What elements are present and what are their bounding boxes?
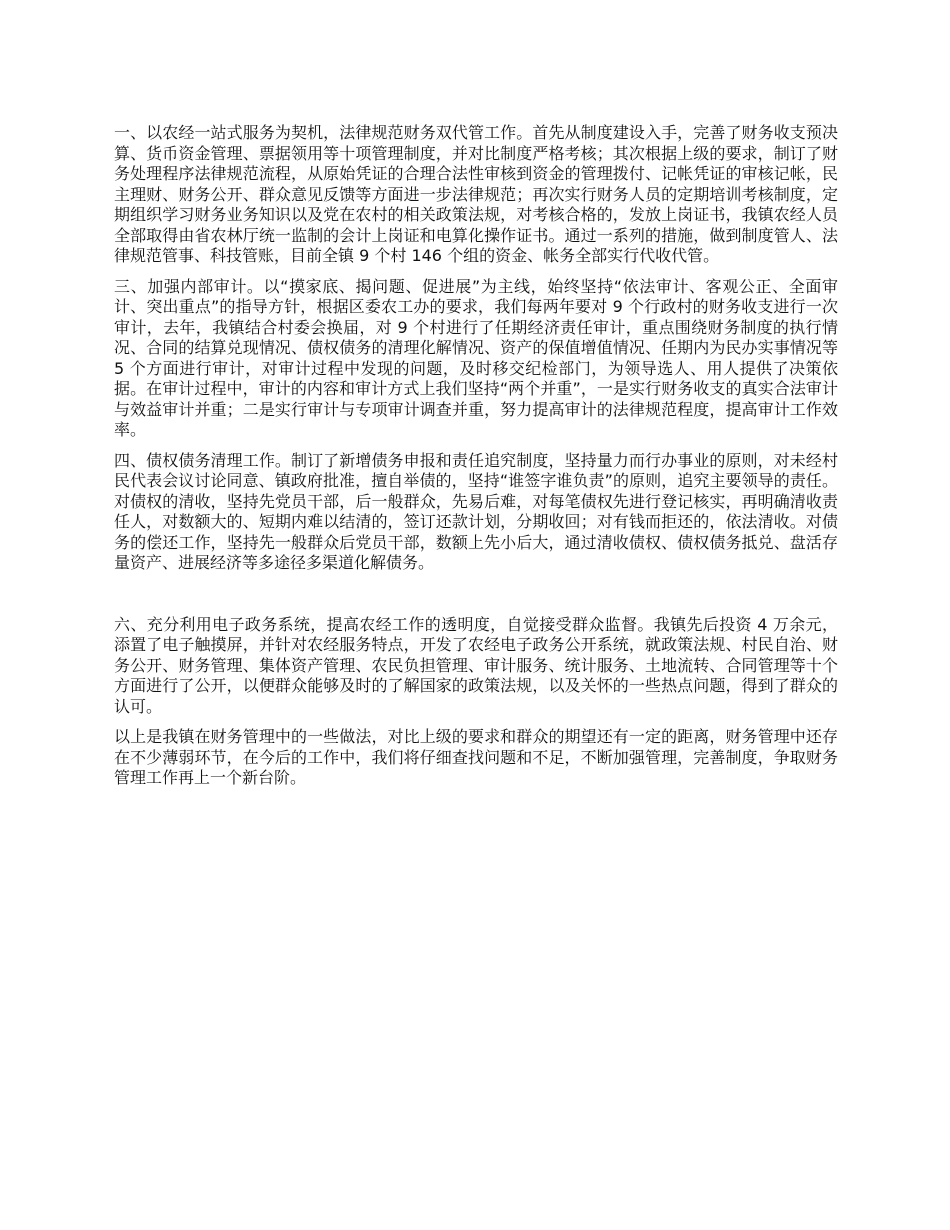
paragraph-section-four: 四、债权债务清理工作。制订了新增债务申报和责任追究制度，坚持量力而行办事业的原则，对未经村民代表会议讨论同意、镇政府批准，擅自举债的，坚持“谁签字谁负责”的原则，追究主要领导的责任。对债权的清收，坚持先党员干部，后一般群众，先易后难，对每笔债权先进行登记核实，再明确清收责任人，对数额大的、短期内难以结清的，签订还款计划，分期收回；对有钱而拒还的，依法清收。对债务的偿还工作，坚持先一般群众后党员干部，数额上先小后大，通过清收债权、债权债务抵兑、盘活存量资产、进展经济等多途径多渠道化解债务。 — [114, 450, 838, 572]
paragraph-section-three: 三、加强内部审计。以“摸家底、揭问题、促进展”为主线，始终坚持“依法审计、客观公正、全面审计、突出重点”的指导方针，根据区委农工办的要求，我们每两年要对 9 个行政村的财务收支进行一次审计，去年，我镇结合村委会换届，对 9 个村进行了任期经济责任审计，重点围绕财务制度的执行情况、合同的结算兑现情况、债权债务的清理化解情况、资产的保值增值情况、任期内为民办实事情况等 5 个方面进行审计，对审计过程中发现的问题，及时移交纪检部门，为领导选人、用人提供了决策依据。在审计过程中，审计的内容和审计方式上我们坚持“两个并重”，一是实行财务收支的真实合法审计与效益审计并重；二是实行审计与专项审计调查并重，努力提高审计的法律规范程度，提高审计工作效率。 — [114, 276, 838, 439]
paragraph-section-one: 一、以农经一站式服务为契机，法律规范财务双代管工作。首先从制度建设入手，完善了财务收支预决算、货币资金管理、票据领用等十项管理制度，并对比制度严格考核；其次根据上级的要求，制订了财务处理程序法律规范流程，从原始凭证的合理合法性审核到资金的管理拨付、记帐凭证的审核记帐，民主理财、财务公开、群众意见反馈等方面进一步法律规范；再次实行财务人员的定期培训考核制度，定期组织学习财务业务知识以及党在农村的相关政策法规，对考核合格的，发放上岗证书，我镇农经人员全部取得由省农林厅统一监制的会计上岗证和电算化操作证书。通过一系列的措施，做到制度管人、法律规范管事、科技管账，目前全镇 9 个村 146 个组的资金、帐务全部实行代收代管。 — [114, 123, 838, 265]
document-body — [114, 123, 838, 799]
paragraph-section-six: 六、充分利用电子政务系统，提高农经工作的透明度，自觉接受群众监督。我镇先后投资 4 万余元，添置了电子触摸屏，并针对农经服务特点，开发了农经电子政务公开系统，就政策法规、村民自治、财务公开、财务管理、集体资产管理、农民负担管理、审计服务、统计服务、土地流转、合同管理等十个方面进行了公开，以便群众能够及时的了解国家的政策法规，以及关怀的一些热点问题，得到了群众的认可。 — [114, 614, 838, 716]
paragraph-conclusion: 以上是我镇在财务管理中的一些做法，对比上级的要求和群众的期望还有一定的距离，财务管理中还存在不少薄弱环节，在今后的工作中，我们将仔细查找问题和不足，不断加强管理，完善制度，争取财务管理工作再上一个新台阶。 — [114, 727, 838, 787]
